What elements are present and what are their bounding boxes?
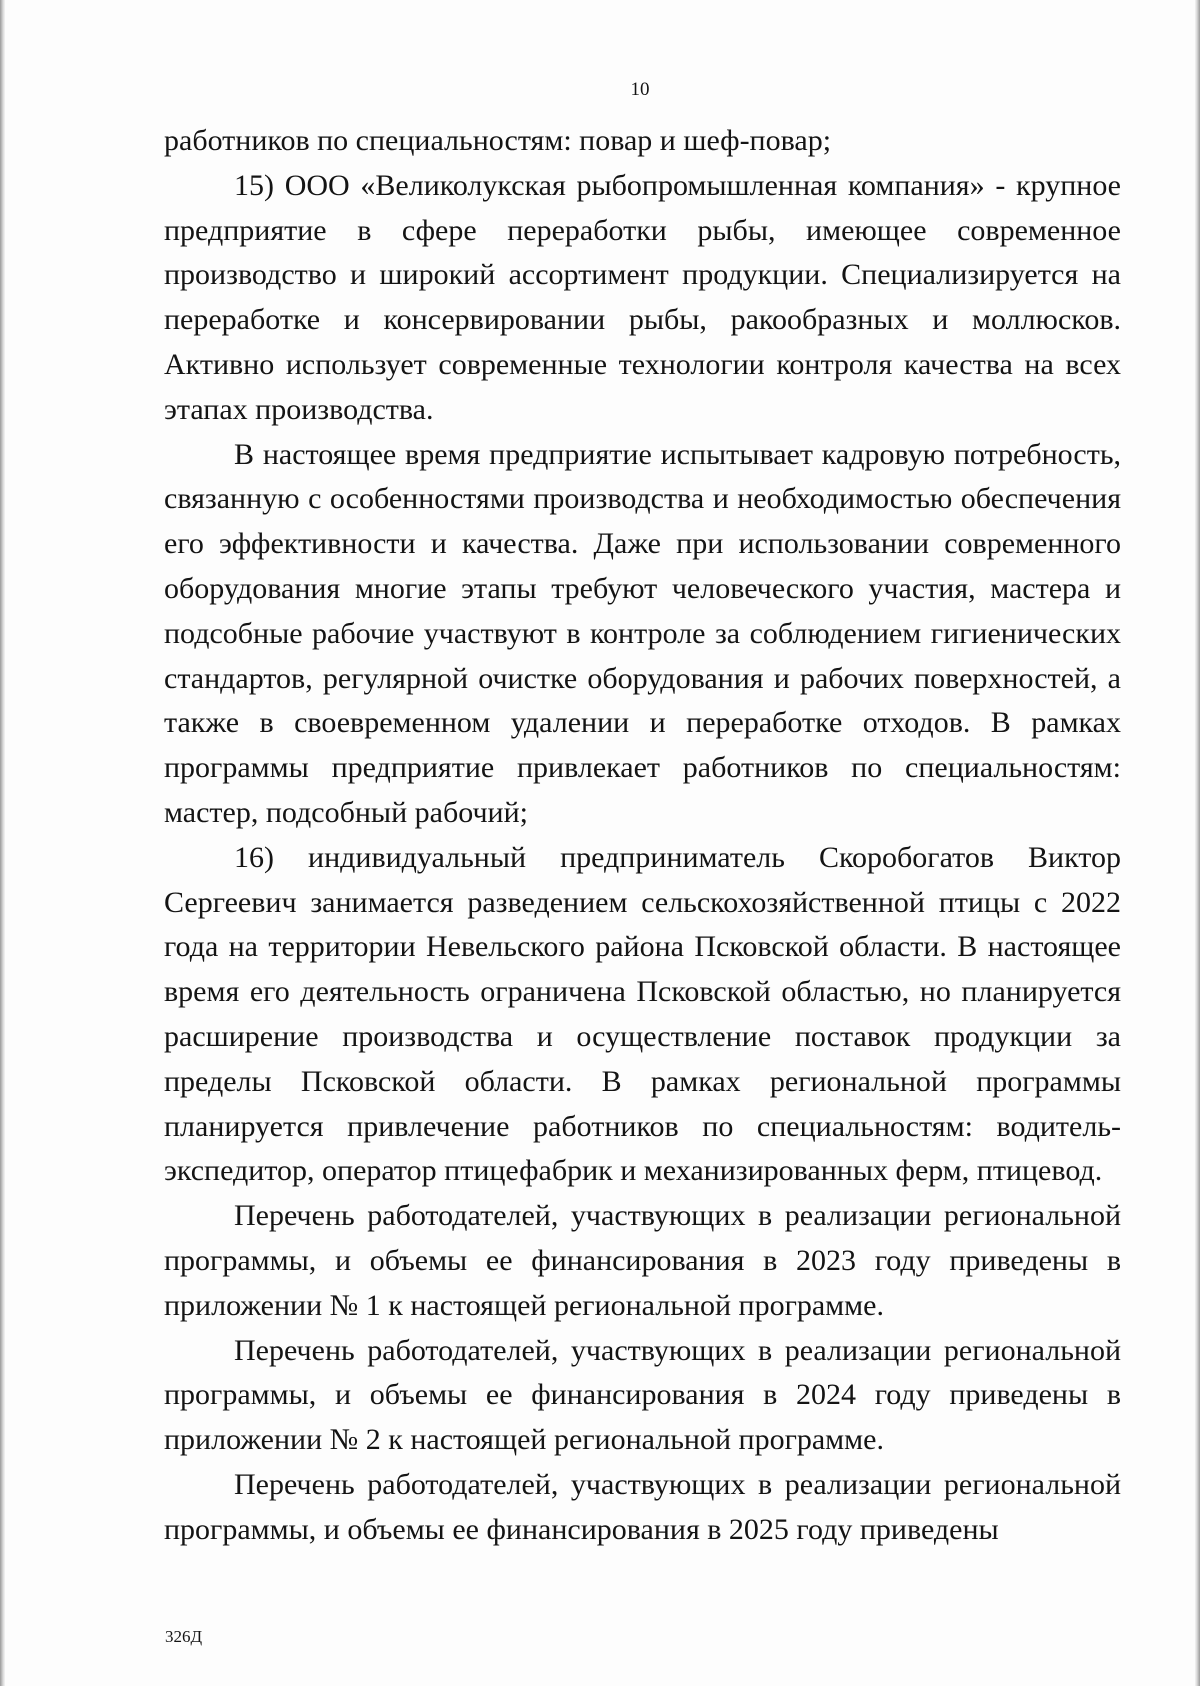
document-code: 326Д [165,1627,203,1646]
scan-edge-left [0,0,5,1686]
paragraph-item-16: 16) индивидуальный предприниматель Скоробогатов Виктор Сергеевич занимается разведением сельскохозяйственной птицы с 2022 года на территории Невельского района Псковской области. В настоящее время его деятельность ограничена Псковской областью, но планируется расширение производства и осуществление поставок продукции за пределы Псковской области. В рамках региональной программы планируется привлечение работников по специальностям: водитель-экспедитор, оператор птицефабрик и механизированных ферм, птицевод. [164,840,1121,1188]
body-text [164,119,1121,1553]
paragraph-continuation: работников по специальностям: повар и шеф-повар; [164,124,832,157]
paragraph-appendix-2: Перечень работодателей, участвующих в реализации региональной программы, и объемы ее финансирования в 2024 году приведены в приложении № 2 к настоящей региональной программе. [164,1333,1121,1457]
scan-edge-right [1195,0,1200,1686]
paragraph-item-15: 15) ООО «Великолукская рыбопромышленная компания» - крупное предприятие в сфере переработки рыбы, имеющее современное производство и широкий ассортимент продукции. Специализируется на переработке и консервировании рыбы, ракообразных и моллюсков. Активно использует современные технологии контроля качества на всех этапах производства. [164,168,1121,426]
page-number: 10 [630,79,650,100]
paragraph-appendix-1: Перечень работодателей, участвующих в реализации региональной программы, и объемы ее финансирования в 2023 году приведены в приложении № 1 к настоящей региональной программе. [164,1199,1121,1322]
paragraph-appendix-3: Перечень работодателей, участвующих в реализации региональной программы, и объемы ее финансирования в 2025 году приведены [164,1467,1121,1546]
paragraph-staffing-need: В настоящее время предприятие испытывает кадровую потребность, связанную с особенностями производства и необходимостью обеспечения его эффективности и качества. Даже при использовании современного оборудования многие этапы требуют человеческого участия, мастера и подсобные рабочие участвуют в контроле за соблюдением гигиенических стандартов, регулярной очистке оборудования и рабочих поверхностей, а также в своевременном удалении и переработке отходов. В рамках программы предприятие привлекает работников по специальностям: мастер, подсобный рабочий; [164,437,1121,829]
